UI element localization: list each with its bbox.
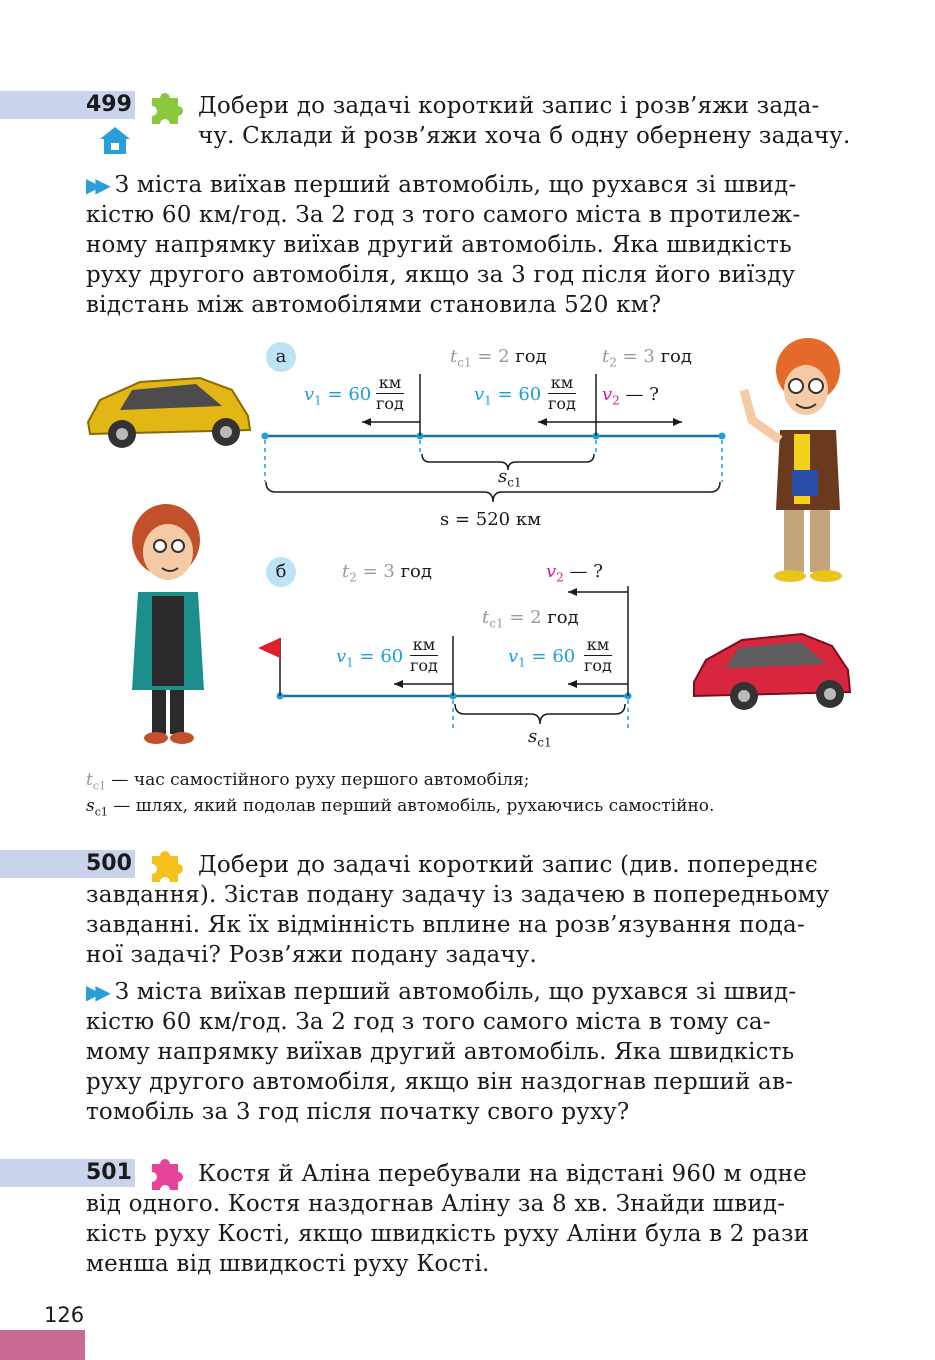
text-line: ному напрямку виїхав другий автомобіль. Яка швидкість xyxy=(86,232,792,258)
text-line: завданні. Як їх відмінність вплине на розв’язування пода- xyxy=(86,912,805,938)
text-line: від одного. Костя наздогнав Аліну за 8 хв. Знайди швид- xyxy=(86,1191,786,1217)
task-text-501 xyxy=(86,1159,850,1279)
t-c1-label: $t_{c1} = 2$ год xyxy=(482,607,579,631)
double-triangle-icon: ▶▶ xyxy=(86,980,105,1004)
v1-label: $v_1 = 60$ xyxy=(474,384,542,408)
text-line: кістю 60 км/год. За 2 год з того самого міста в тому са- xyxy=(86,1009,771,1035)
v1-label: $v_1 = 60$ xyxy=(304,384,372,408)
s-c1-label: $s_{c1}$ xyxy=(498,466,522,490)
text-line: З міста виїхав перший автомобіль, що рухався зі швид- xyxy=(114,172,797,198)
text-line: Костя й Аліна перебували на відстані 960 м одне xyxy=(198,1161,807,1187)
task-text-499 xyxy=(198,91,850,151)
text-line: кістю 60 км/год. За 2 год з того самого міста в протилеж- xyxy=(86,202,801,228)
v2-question: $v_2$ — ? xyxy=(546,561,603,585)
v1-label: $v_1 = 60$ xyxy=(508,646,576,670)
yellow-car-icon xyxy=(88,378,250,448)
double-triangle-icon: ▶▶ xyxy=(86,173,105,197)
text-line: кість руху Кості, якщо швидкість руху Аліни була в 2 рази xyxy=(86,1221,810,1247)
red-car-icon xyxy=(694,634,850,710)
unit-fraction: км год xyxy=(548,373,576,413)
task-text-500 xyxy=(86,850,850,970)
unit-fraction: км год xyxy=(376,373,404,413)
t-c1-note: $t_{c1}$ — час самостійного руху першого автомобіля; xyxy=(86,770,530,793)
text-line: руху другого автомобіля, якщо за 3 год після його виїзду xyxy=(86,262,796,288)
s-total-label: s = 520 км xyxy=(440,509,542,530)
text-line: Добери до задачі короткий запис і розв’яжи зада- xyxy=(198,93,820,119)
s-c1-note: $s_{c1}$ — шлях, який подолав перший автомобіль, рухаючись самостійно. xyxy=(86,796,715,819)
problem-text-500 xyxy=(86,977,850,1127)
diagram-b-label: б xyxy=(266,557,296,587)
flag-icon xyxy=(258,638,280,658)
unit-fraction: км год xyxy=(584,635,612,675)
v1-label: $v_1 = 60$ xyxy=(336,646,404,670)
s-c1-label: $s_{c1}$ xyxy=(528,726,552,750)
unit-fraction: км год xyxy=(410,635,438,675)
t2-label: $t_2 = 3$ год xyxy=(602,346,692,370)
footer-bar xyxy=(0,1330,85,1360)
text-line: руху другого автомобіля, якщо він наздогнав перший ав- xyxy=(86,1069,794,1095)
text-line: ної задачі? Розв’яжи подану задачу. xyxy=(86,942,538,968)
task-number-499: 499 xyxy=(86,92,132,117)
task-number-501: 501 xyxy=(86,1160,132,1185)
text-line: мому напрямку виїхав другий автомобіль. Яка швидкість xyxy=(86,1039,795,1065)
t-c1-label: $t_{c1} = 2$ год xyxy=(450,346,547,370)
t2-label: $t_2 = 3$ год xyxy=(342,561,432,585)
problem-text-499 xyxy=(86,170,850,320)
text-line: З міста виїхав перший автомобіль, що рухався зі швид- xyxy=(114,979,797,1005)
text-line: завдання). Зістав подану задачу із задачею в попередньому xyxy=(86,882,830,908)
text-line: томобіль за 3 год після початку свого руху? xyxy=(86,1099,630,1125)
text-line: менша від швидкості руху Кості. xyxy=(86,1251,490,1277)
boy-teacher-icon xyxy=(744,338,842,582)
task-number-500: 500 xyxy=(86,851,132,876)
diagram-a-label: а xyxy=(266,342,296,372)
puzzle-icon xyxy=(146,86,188,126)
home-icon xyxy=(98,124,132,156)
text-line: Добери до задачі короткий запис (див. попереднє xyxy=(198,852,818,878)
girl-icon xyxy=(132,504,204,744)
v2-question: $v_2$ — ? xyxy=(602,384,659,408)
text-line: чу. Склади й розв’яжи хоча б одну обернену задачу. xyxy=(198,123,851,149)
page-number: 126 xyxy=(44,1303,85,1327)
diagram-illustration xyxy=(0,330,935,770)
text-line: відстань між автомобілями становила 520 км? xyxy=(86,292,662,318)
